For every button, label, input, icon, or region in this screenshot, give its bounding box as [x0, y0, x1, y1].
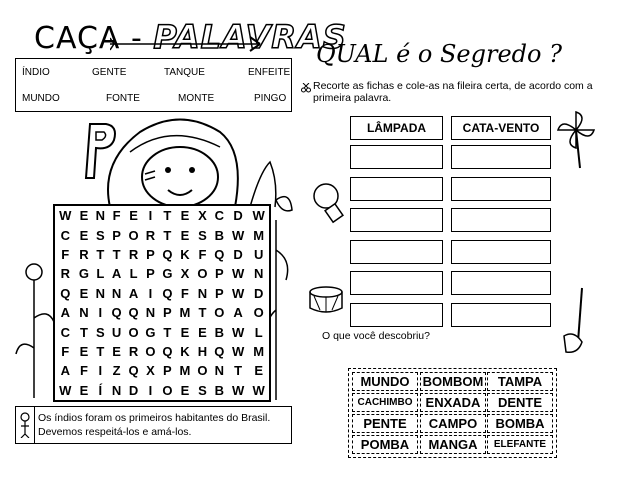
- grid-letter[interactable]: W: [59, 208, 72, 224]
- grid-letter[interactable]: A: [233, 305, 243, 321]
- title-palavras: PALAVRAS: [153, 18, 347, 56]
- grid-letter[interactable]: N: [214, 363, 225, 379]
- grid-row: [55, 381, 269, 400]
- grid-letter[interactable]: R: [79, 246, 89, 262]
- grid-letter[interactable]: H: [197, 343, 208, 359]
- word-card[interactable]: ELEFANTE: [487, 435, 553, 454]
- grid-letter[interactable]: E: [180, 208, 190, 224]
- grid-letter[interactable]: E: [180, 227, 190, 243]
- grid-letter[interactable]: P: [146, 246, 155, 262]
- grid-letter[interactable]: W: [231, 227, 245, 243]
- grid-letter[interactable]: N: [197, 285, 208, 301]
- grid-letter[interactable]: Q: [111, 305, 122, 321]
- column-header-lampada: LÂMPADA: [350, 116, 443, 140]
- grid-letter[interactable]: U: [111, 324, 122, 340]
- grid-letter[interactable]: T: [112, 246, 121, 262]
- grid-letter[interactable]: M: [179, 363, 191, 379]
- grid-letter[interactable]: S: [95, 227, 105, 243]
- grid-row: [55, 284, 269, 303]
- arrow-icon: [110, 34, 270, 54]
- grid-letter[interactable]: E: [129, 208, 138, 224]
- grid-letter[interactable]: O: [128, 227, 139, 243]
- word-search-table: [55, 206, 269, 400]
- person-icon: [16, 407, 35, 443]
- grid-letter[interactable]: E: [198, 324, 207, 340]
- grid-letter[interactable]: S: [198, 227, 207, 243]
- grid-letter[interactable]: E: [79, 343, 89, 359]
- word-card[interactable]: CACHIMBO: [352, 393, 418, 412]
- grid-letter[interactable]: C: [60, 324, 70, 340]
- grid-letter[interactable]: F: [198, 246, 207, 262]
- answer-slot-cata-vento[interactable]: [451, 240, 551, 264]
- grid-letter[interactable]: F: [61, 246, 70, 262]
- word-card[interactable]: DENTE: [487, 393, 553, 412]
- answer-slot-lampada[interactable]: [350, 208, 443, 232]
- answer-slot-lampada[interactable]: [350, 303, 443, 327]
- grid-letter[interactable]: W: [231, 324, 245, 340]
- grid-letter[interactable]: L: [96, 266, 105, 282]
- grid-letter[interactable]: W: [59, 382, 72, 398]
- word-item: ÍNDIO: [22, 67, 50, 78]
- grid-letter[interactable]: W: [231, 285, 245, 301]
- grid-row: [55, 225, 269, 244]
- question-text: O que você descobriu?: [322, 330, 430, 342]
- grid-letter[interactable]: A: [60, 305, 70, 321]
- grid-letter[interactable]: K: [180, 246, 190, 262]
- word-item: TANQUE: [164, 67, 205, 78]
- grid-letter[interactable]: P: [163, 363, 172, 379]
- grid-letter[interactable]: W: [252, 208, 265, 224]
- grid-row: [55, 342, 269, 361]
- word-list-box: [15, 58, 292, 112]
- grid-letter[interactable]: G: [78, 266, 90, 282]
- grid-letter[interactable]: P: [112, 227, 121, 243]
- word-card[interactable]: CAMPO: [420, 414, 486, 433]
- grid-letter[interactable]: R: [128, 343, 139, 359]
- grid-letter[interactable]: O: [128, 324, 139, 340]
- grid-letter[interactable]: Q: [60, 285, 71, 301]
- grid-letter[interactable]: D: [233, 208, 243, 224]
- grid-letter[interactable]: W: [231, 266, 245, 282]
- grid-letter[interactable]: S: [95, 324, 105, 340]
- word-card[interactable]: TAMPA: [487, 372, 553, 391]
- grid-letter[interactable]: P: [163, 305, 172, 321]
- grid-letter[interactable]: M: [253, 343, 265, 359]
- answer-slot-cata-vento[interactable]: [451, 303, 551, 327]
- grid-letter[interactable]: R: [145, 227, 156, 243]
- flowers-icon: [14, 258, 58, 398]
- grid-letter[interactable]: R: [128, 246, 139, 262]
- note-box: [15, 406, 292, 444]
- column-header-cata-vento: CATA-VENTO: [451, 116, 551, 140]
- grid-letter[interactable]: Q: [128, 363, 139, 379]
- grid-letter[interactable]: E: [254, 363, 263, 379]
- grid-letter[interactable]: W: [231, 343, 245, 359]
- grid-letter[interactable]: N: [111, 382, 122, 398]
- grid-letter[interactable]: E: [79, 208, 89, 224]
- grid-letter[interactable]: W: [231, 382, 245, 398]
- word-item: FONTE: [106, 93, 140, 104]
- drum-icon: [306, 282, 346, 316]
- answer-slot-cata-vento[interactable]: [451, 208, 551, 232]
- grid-letter[interactable]: A: [128, 285, 139, 301]
- grid-letter[interactable]: A: [111, 266, 122, 282]
- word-card[interactable]: ENXADA: [420, 393, 486, 412]
- word-item: MUNDO: [22, 93, 60, 104]
- word-item: GENTE: [92, 67, 127, 78]
- answer-slot-cata-vento[interactable]: [451, 271, 551, 295]
- word-search-grid: [53, 204, 271, 402]
- grid-letter[interactable]: M: [179, 305, 191, 321]
- grid-letter[interactable]: G: [145, 324, 156, 340]
- grid-letter[interactable]: E: [180, 324, 190, 340]
- grid-letter[interactable]: E: [79, 285, 89, 301]
- grid-letter[interactable]: Q: [214, 343, 225, 359]
- grid-letter[interactable]: T: [163, 227, 172, 243]
- grid-letter[interactable]: N: [95, 285, 105, 301]
- grid-letter[interactable]: M: [253, 227, 265, 243]
- title-dash: -: [130, 21, 143, 56]
- grid-letter[interactable]: O: [253, 305, 264, 321]
- word-card[interactable]: BOMBOM: [420, 372, 486, 391]
- grid-letter[interactable]: L: [254, 324, 263, 340]
- grid-letter[interactable]: B: [214, 227, 225, 243]
- grid-letter[interactable]: G: [162, 266, 173, 282]
- pinwheel-icon: [556, 110, 596, 170]
- grid-letter[interactable]: C: [60, 227, 70, 243]
- word-card[interactable]: PENTE: [352, 414, 418, 433]
- grid-letter[interactable]: T: [163, 324, 172, 340]
- grid-letter[interactable]: P: [215, 285, 224, 301]
- answer-slot-lampada[interactable]: [350, 177, 443, 201]
- grid-letter[interactable]: Q: [214, 246, 225, 262]
- grid-letter[interactable]: D: [233, 246, 243, 262]
- grid-letter[interactable]: O: [197, 266, 208, 282]
- grid-letter[interactable]: T: [234, 363, 243, 379]
- grid-letter[interactable]: Z: [112, 363, 121, 379]
- word-card[interactable]: MANGA: [420, 435, 486, 454]
- grid-letter[interactable]: N: [111, 285, 122, 301]
- grid-letter[interactable]: Q: [162, 246, 173, 262]
- grid-letter[interactable]: D: [128, 382, 139, 398]
- grid-letter[interactable]: F: [112, 208, 121, 224]
- grid-letter[interactable]: O: [162, 382, 173, 398]
- note-line-1: Os índios foram os primeiros habitantes do Brasil.: [38, 412, 271, 424]
- grid-letter[interactable]: B: [214, 382, 225, 398]
- word-card[interactable]: POMBA: [352, 435, 418, 454]
- grid-letter[interactable]: X: [180, 266, 190, 282]
- grid-letter[interactable]: N: [145, 305, 156, 321]
- grid-letter[interactable]: I: [148, 285, 153, 301]
- page-title-right: QUAL é o Segredo ?: [316, 40, 562, 68]
- answer-slot-lampada[interactable]: [350, 145, 443, 169]
- grid-letter[interactable]: A: [60, 363, 70, 379]
- grid-row: [55, 361, 269, 380]
- grid-letter[interactable]: R: [60, 266, 70, 282]
- grid-letter[interactable]: K: [180, 343, 190, 359]
- instruction-text: Recorte as fichas e cole-as na fileira certa, de acordo com a primeira palavra.: [313, 80, 593, 104]
- grid-letter[interactable]: E: [79, 227, 89, 243]
- grid-letter[interactable]: Q: [162, 285, 173, 301]
- grid-row: [55, 322, 269, 341]
- grid-letter[interactable]: Q: [128, 305, 139, 321]
- grid-row: [55, 206, 269, 225]
- grid-letter[interactable]: Í: [98, 382, 103, 398]
- grid-letter[interactable]: T: [96, 246, 105, 262]
- grid-letter[interactable]: X: [146, 363, 155, 379]
- scissors-icon: [301, 83, 311, 93]
- grid-letter[interactable]: F: [61, 343, 70, 359]
- grid-letter[interactable]: I: [98, 305, 103, 321]
- answer-slot-lampada[interactable]: [350, 271, 443, 295]
- answer-slot-lampada[interactable]: [350, 240, 443, 264]
- grid-letter[interactable]: O: [197, 363, 208, 379]
- grid-letter[interactable]: P: [146, 266, 155, 282]
- grid-letter[interactable]: U: [253, 246, 264, 262]
- word-card[interactable]: BOMBA: [487, 414, 553, 433]
- grid-letter[interactable]: E: [112, 343, 121, 359]
- grid-letter[interactable]: X: [198, 208, 207, 224]
- title-caca: CAÇA: [34, 21, 121, 56]
- grid-letter[interactable]: E: [180, 382, 190, 398]
- grid-letter[interactable]: O: [214, 305, 225, 321]
- grid-letter[interactable]: I: [98, 363, 103, 379]
- letter-p-icon: [80, 120, 120, 180]
- grid-letter[interactable]: F: [80, 363, 88, 379]
- grid-row: [55, 303, 269, 322]
- grid-letter[interactable]: C: [214, 208, 225, 224]
- grid-letter[interactable]: N: [253, 266, 264, 282]
- word-item: MONTE: [178, 93, 215, 104]
- word-item: ENFEITE: [248, 67, 291, 78]
- grid-letter[interactable]: Q: [162, 343, 173, 359]
- grid-letter[interactable]: I: [148, 382, 153, 398]
- answer-slot-cata-vento[interactable]: [451, 145, 551, 169]
- grid-letter[interactable]: W: [252, 382, 265, 398]
- grid-letter[interactable]: I: [148, 208, 153, 224]
- grid-row: [55, 264, 269, 283]
- grid-letter[interactable]: B: [214, 324, 225, 340]
- grid-letter[interactable]: N: [79, 305, 89, 321]
- grid-row: [55, 245, 269, 264]
- grid-letter[interactable]: T: [96, 343, 105, 359]
- grid-letter[interactable]: N: [95, 208, 105, 224]
- grid-letter[interactable]: D: [253, 285, 264, 301]
- answer-slot-cata-vento[interactable]: [451, 177, 551, 201]
- grid-letter[interactable]: E: [79, 382, 89, 398]
- grid-letter[interactable]: T: [163, 208, 172, 224]
- grid-letter[interactable]: O: [145, 343, 156, 359]
- grid-letter[interactable]: P: [215, 266, 224, 282]
- grid-letter[interactable]: T: [80, 324, 88, 340]
- hoe-icon: [560, 286, 592, 356]
- grid-letter[interactable]: T: [198, 305, 207, 321]
- light-bulb-icon: [310, 180, 346, 230]
- grid-letter[interactable]: F: [180, 285, 189, 301]
- grid-letter[interactable]: S: [198, 382, 207, 398]
- note-line-2: Devemos respeitá-los e amá-los.: [38, 426, 192, 438]
- word-item: PINGO: [254, 93, 287, 104]
- grid-letter[interactable]: L: [129, 266, 138, 282]
- word-card[interactable]: MUNDO: [352, 372, 418, 391]
